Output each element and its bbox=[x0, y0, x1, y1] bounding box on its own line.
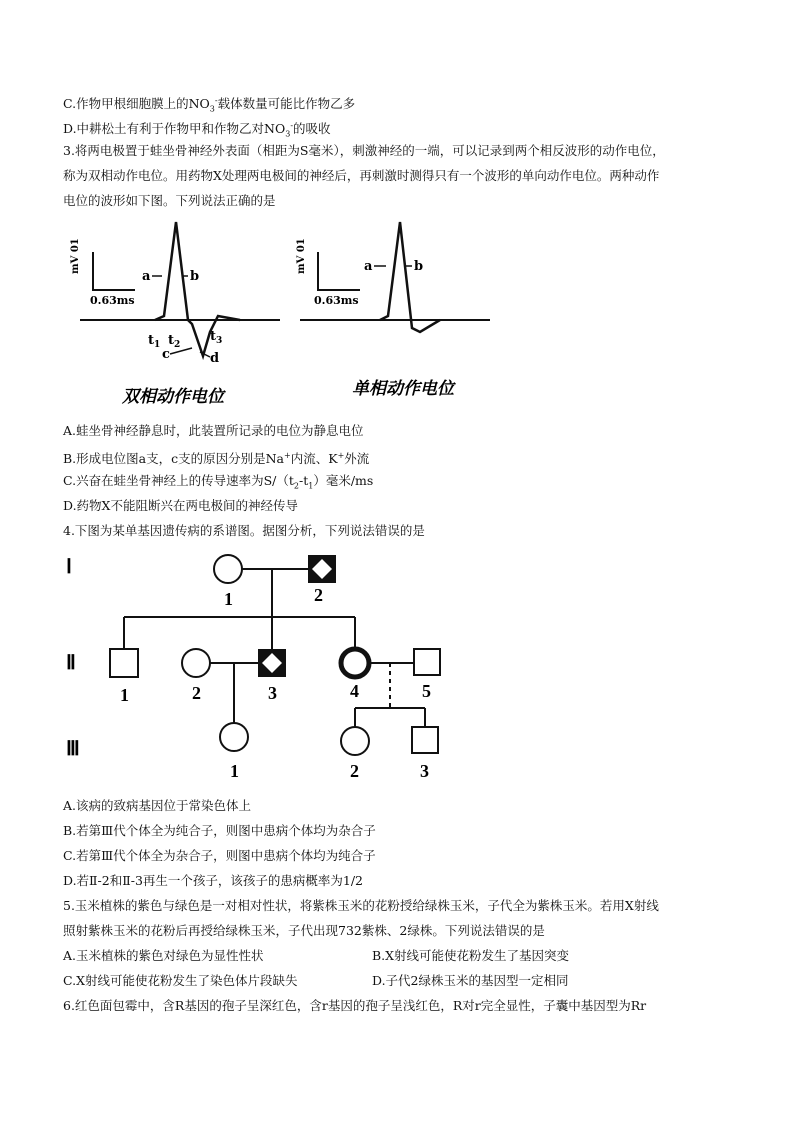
gen-label-III: Ⅲ bbox=[66, 738, 80, 760]
biphasic-caption: 双相动作电位 bbox=[122, 387, 224, 407]
label-c: c bbox=[162, 347, 170, 362]
scale-bar-left bbox=[93, 252, 135, 290]
q3-option-c: C.兴奋在蛙坐骨神经上的传导速率为$S/(t_2-t_1)$毫米/ms bbox=[63, 473, 374, 491]
scale-bar-right bbox=[318, 252, 360, 290]
label-t3: $t_3$ bbox=[210, 329, 223, 346]
q2c-text-end: 载体数量可能比作物乙多 bbox=[217, 96, 356, 112]
label-t2: $t_2$ bbox=[168, 333, 181, 350]
q4-option-a: A.该病的致病基因位于常染色体上 bbox=[63, 798, 252, 813]
num-II-1: 1 bbox=[120, 685, 129, 705]
q4-option-b: B.若第Ⅲ代个体全为纯合子，则图中患病个体均为杂合子 bbox=[63, 823, 376, 838]
q5-option-c: C.X射线可能使花粉发生了染色体片段缺失 bbox=[63, 973, 298, 988]
num-I-2: 2 bbox=[314, 585, 323, 605]
scale-time-label: 0.63ms bbox=[90, 294, 135, 307]
q3-stem-2: 称为双相动作电位。用药物X处理两电极间的神经后，再刺激时测得只有一个波形的单向动作电位。两种动作 bbox=[63, 168, 660, 183]
label-d: d bbox=[210, 351, 220, 366]
q5-option-b: B.X射线可能使花粉发生了基因突变 bbox=[372, 948, 570, 963]
label-a: a bbox=[142, 269, 151, 284]
monophasic-waveform bbox=[380, 222, 440, 332]
q4-stem: 4.下图为某单基因遗传病的系谱图。据图分析，下列说法错误的是 bbox=[63, 523, 425, 538]
q2d-text-end: 的吸收 bbox=[293, 121, 331, 137]
label-b-right: b bbox=[414, 259, 424, 274]
num-II-3: 3 bbox=[268, 683, 277, 703]
q2c-text: C.作物甲根细胞膜上的NO bbox=[63, 96, 210, 112]
num-II-5: 5 bbox=[422, 681, 431, 701]
num-I-1: 1 bbox=[224, 589, 233, 609]
action-potential-figure bbox=[60, 212, 510, 422]
q5-stem-2: 照射紫株玉米的花粉后再授给绿株玉米，子代出现732紫株、2绿株。下列说法错误的是 bbox=[63, 923, 545, 938]
II-3-affected-male bbox=[258, 649, 286, 677]
q6-stem: 6.红色面包霉中，含R基因的孢子呈深红色，含r基因的孢子呈浅红色，R对r完全显性，子囊中基因型为Rr bbox=[63, 998, 647, 1013]
option-c-line: C.作物甲根细胞膜上的$NO_3^-$载体数量可能比作物乙多 bbox=[63, 96, 356, 114]
biphasic-plot bbox=[80, 222, 280, 356]
I-2-affected-male bbox=[308, 555, 336, 583]
gen-label-II: Ⅱ bbox=[66, 652, 76, 674]
q3-option-b: B.形成电位图a支，c支的原因分别是Na+内流、K+外流 bbox=[63, 451, 370, 467]
q3-option-a: A.蛙坐骨神经静息时，此装置所记录的电位为静息电位 bbox=[63, 423, 364, 438]
monophasic-caption: 单相动作电位 bbox=[352, 379, 454, 399]
num-III-3: 3 bbox=[420, 761, 429, 781]
q5-stem-1: 5.玉米植株的紫色与绿色是一对相对性状，将紫株玉米的花粉授给绿株玉米，子代全为紫株玉米。若用X射线 bbox=[63, 898, 659, 913]
subscript: 3 bbox=[209, 104, 215, 114]
label-a-right: a bbox=[364, 259, 373, 274]
II-2-female bbox=[182, 649, 210, 677]
pedigree-chart bbox=[60, 545, 480, 790]
q2d-text: D.中耕松土有利于作物甲和作物乙对NO bbox=[63, 121, 286, 137]
subscript: 3 bbox=[285, 129, 291, 139]
I-1-female bbox=[214, 555, 242, 583]
num-II-4: 4 bbox=[350, 681, 359, 701]
scale-mv-label: mV 01 bbox=[70, 238, 81, 274]
scale-time-label-right: 0.63ms bbox=[314, 294, 359, 307]
III-3-male bbox=[412, 727, 438, 753]
label-b: b bbox=[190, 269, 200, 284]
monophasic-plot bbox=[300, 222, 490, 332]
q5-option-a: A.玉米植株的紫色对绿色为显性性状 bbox=[63, 948, 264, 963]
q3-stem-3: 电位的波形如下图。下列说法正确的是 bbox=[63, 193, 276, 208]
label-t1: $t_1$ bbox=[148, 333, 161, 350]
scale-mv-label-right: mV 01 bbox=[296, 238, 307, 274]
q3-stem-1: 3.将两电极置于蛙坐骨神经外表面（相距为S毫米），刺激神经的一端，可以记录到两个相反波形的动作电位， bbox=[63, 143, 665, 158]
q4-option-c: C.若第Ⅲ代个体全为杂合子，则图中患病个体均为纯合子 bbox=[63, 848, 376, 863]
II-5-male bbox=[414, 649, 440, 675]
II-4-affected-female bbox=[341, 649, 369, 677]
III-2-female bbox=[341, 727, 369, 755]
q5-option-d: D.子代2绿株玉米的基因型一定相同 bbox=[372, 973, 569, 988]
gen-label-I: Ⅰ bbox=[66, 556, 72, 578]
option-d-line: D.中耕松土有利于作物甲和作物乙对$NO_3^-$的吸收 bbox=[63, 121, 331, 139]
II-1-male bbox=[110, 649, 138, 677]
q3-option-d: D.药物X不能阻断兴在两电极间的神经传导 bbox=[63, 498, 298, 513]
III-1-female bbox=[220, 723, 248, 751]
num-III-1: 1 bbox=[230, 761, 239, 781]
num-II-2: 2 bbox=[192, 683, 201, 703]
q4-option-d: D.若Ⅱ-2和Ⅱ-3再生一个孩子，该孩子的患病概率为1/2 bbox=[63, 873, 364, 888]
num-III-2: 2 bbox=[350, 761, 359, 781]
